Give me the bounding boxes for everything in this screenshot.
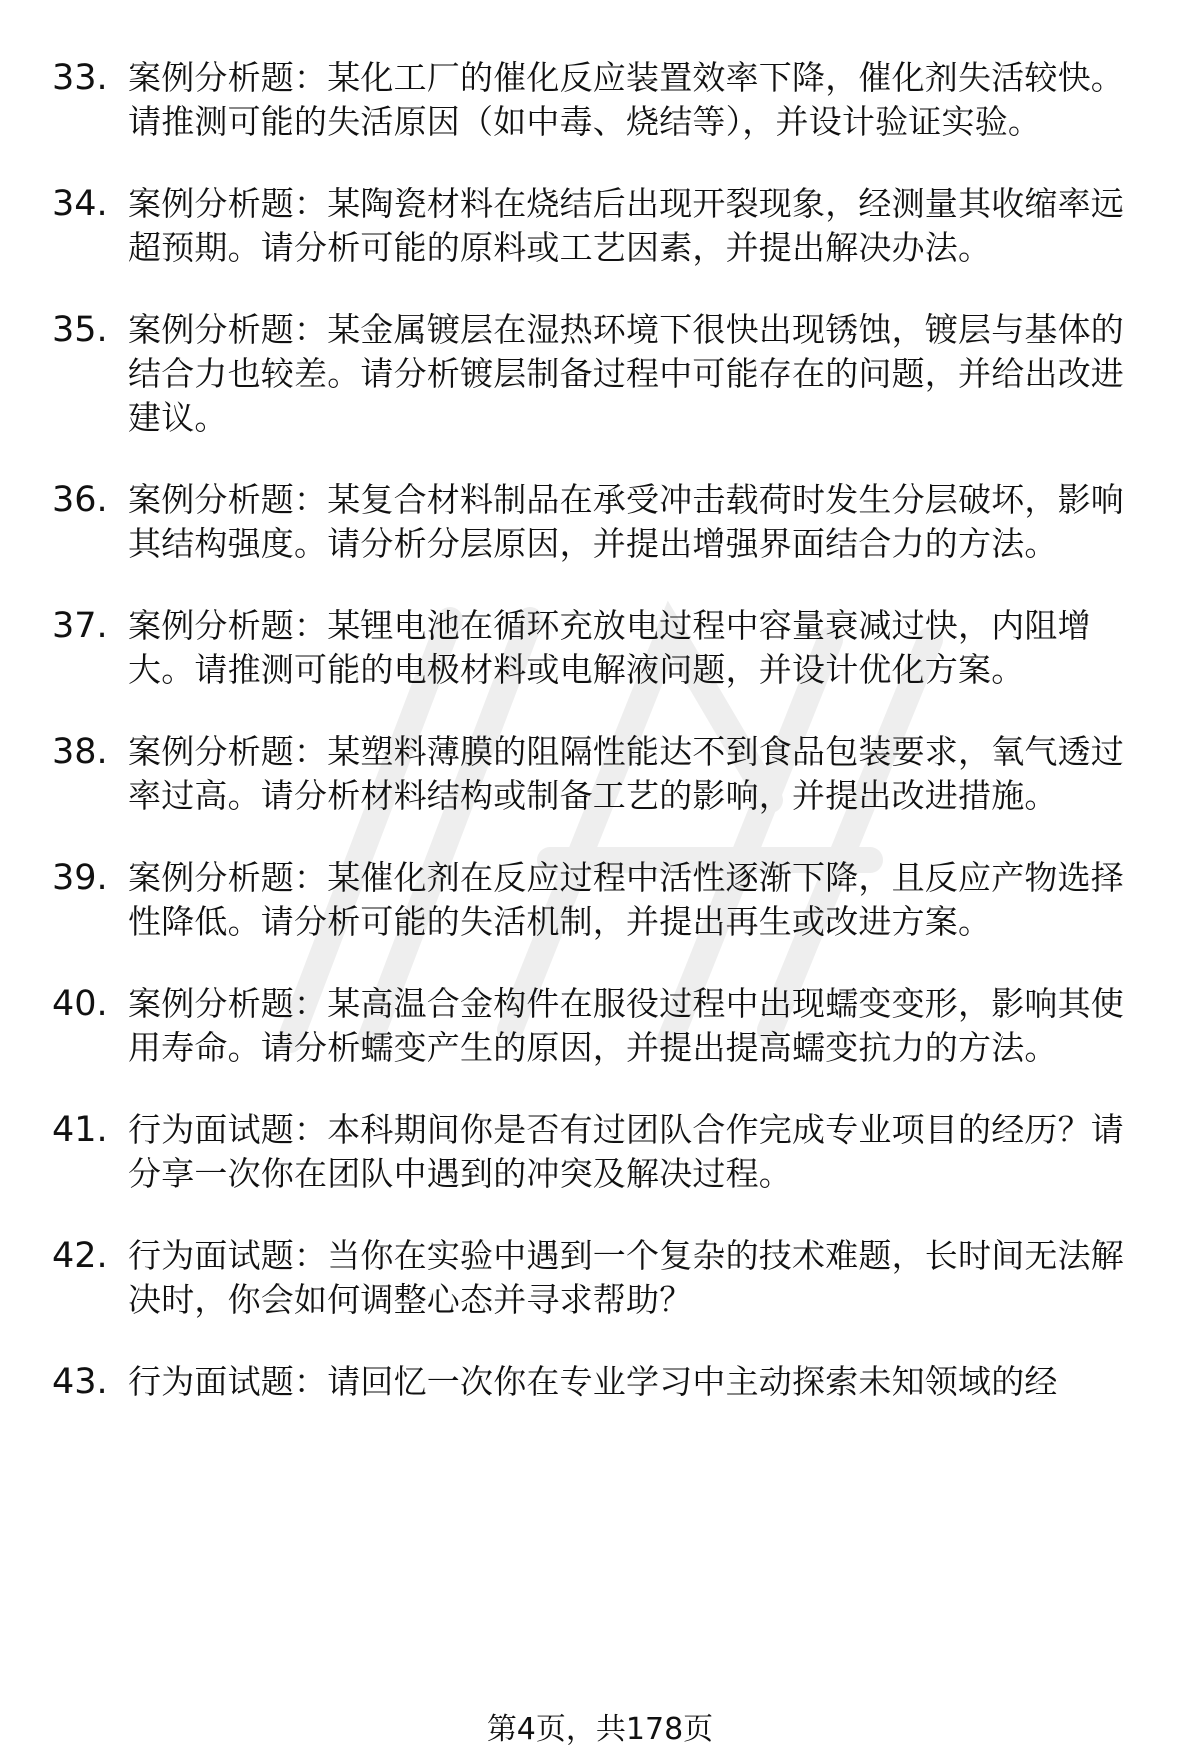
question-item-42: [0, 1234, 1200, 1322]
question-number: 40.: [52, 984, 108, 1024]
question-number: 35.: [52, 310, 108, 350]
question-text: 案例分析题：某锂电池在循环充放电过程中容量衰减过快，内阻增大。请推测可能的电极材料或电解液问题，并设计优化方案。: [128, 606, 1091, 689]
question-text: 案例分析题：某复合材料制品在承受冲击载荷时发生分层破坏，影响其结构强度。请分析分层原因，并提出增强界面结合力的方法。: [128, 480, 1124, 563]
question-number: 43.: [52, 1362, 108, 1402]
question-item-37: [0, 604, 1200, 692]
question-number: 41.: [52, 1110, 108, 1150]
question-item-33: [0, 56, 1200, 144]
question-number: 33.: [52, 58, 108, 98]
question-item-35: [0, 308, 1200, 440]
question-text: 案例分析题：某高温合金构件在服役过程中出现蠕变变形，影响其使用寿命。请分析蠕变产生的原因，并提出提高蠕变抗力的方法。: [128, 984, 1124, 1067]
question-text: 案例分析题：某塑料薄膜的阻隔性能达不到食品包装要求，氧气透过率过高。请分析材料结构或制备工艺的影响，并提出改进措施。: [128, 732, 1124, 815]
question-text: 案例分析题：某陶瓷材料在烧结后出现开裂现象，经测量其收缩率远超预期。请分析可能的原料或工艺因素，并提出解决办法。: [128, 184, 1124, 267]
question-item-43: [0, 1360, 1200, 1408]
question-number: 36.: [52, 480, 108, 520]
question-item-41: [0, 1108, 1200, 1196]
question-item-38: [0, 730, 1200, 818]
question-item-40: [0, 982, 1200, 1070]
question-number: 37.: [52, 606, 108, 646]
question-item-34: [0, 182, 1200, 270]
question-list: [0, 56, 1200, 1446]
question-text: 案例分析题：某金属镀层在湿热环境下很快出现锈蚀，镀层与基体的结合力也较差。请分析镀层制备过程中可能存在的问题，并给出改进建议。: [128, 310, 1124, 437]
question-text: 案例分析题：某催化剂在反应过程中活性逐渐下降，且反应产物选择性降低。请分析可能的失活机制，并提出再生或改进方案。: [128, 858, 1124, 941]
question-item-36: [0, 478, 1200, 566]
question-text: 行为面试题：当你在实验中遇到一个复杂的技术难题，长时间无法解决时，你会如何调整心态并寻求帮助？: [128, 1236, 1124, 1319]
question-text: 行为面试题：请回忆一次你在专业学习中主动探索未知领域的经: [128, 1362, 1058, 1401]
question-number: 39.: [52, 858, 108, 898]
question-item-39: [0, 856, 1200, 944]
question-text: 案例分析题：某化工厂的催化反应装置效率下降，催化剂失活较快。请推测可能的失活原因（如中毒、烧结等），并设计验证实验。: [128, 58, 1124, 141]
page-footer: 第4页，共178页: [486, 1712, 714, 1747]
question-number: 34.: [52, 184, 108, 224]
question-text: 行为面试题：本科期间你是否有过团队合作完成专业项目的经历？请分享一次你在团队中遇到的冲突及解决过程。: [128, 1110, 1124, 1193]
question-number: 42.: [52, 1236, 108, 1276]
question-number: 38.: [52, 732, 108, 772]
